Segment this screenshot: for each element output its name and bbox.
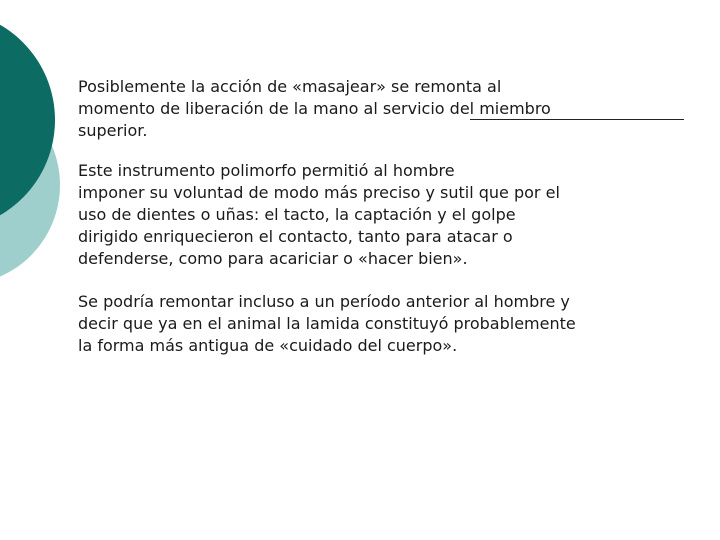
slide-body [78, 76, 678, 357]
paragraph-2: Este instrumento polimorfo permitió al hombre imponer su voluntad de modo más preciso y sutil que por el uso de dientes o uñas: el tacto, la captación y el golpe dirigido enriquecieron el contacto, tanto para atacar o defenderse, como para acariciar o «hacer bien». [78, 161, 560, 268]
paragraph-1: Posiblemente la acción de «masajear» se remonta al momento de liberación de la mano al servicio del miembro superior. [78, 77, 551, 140]
paragraph-3: Se podría remontar incluso a un período anterior al hombre y decir que ya en el animal la lamida constituyó probablemente la forma más antigua de «cuidado del cuerpo». [78, 292, 576, 355]
